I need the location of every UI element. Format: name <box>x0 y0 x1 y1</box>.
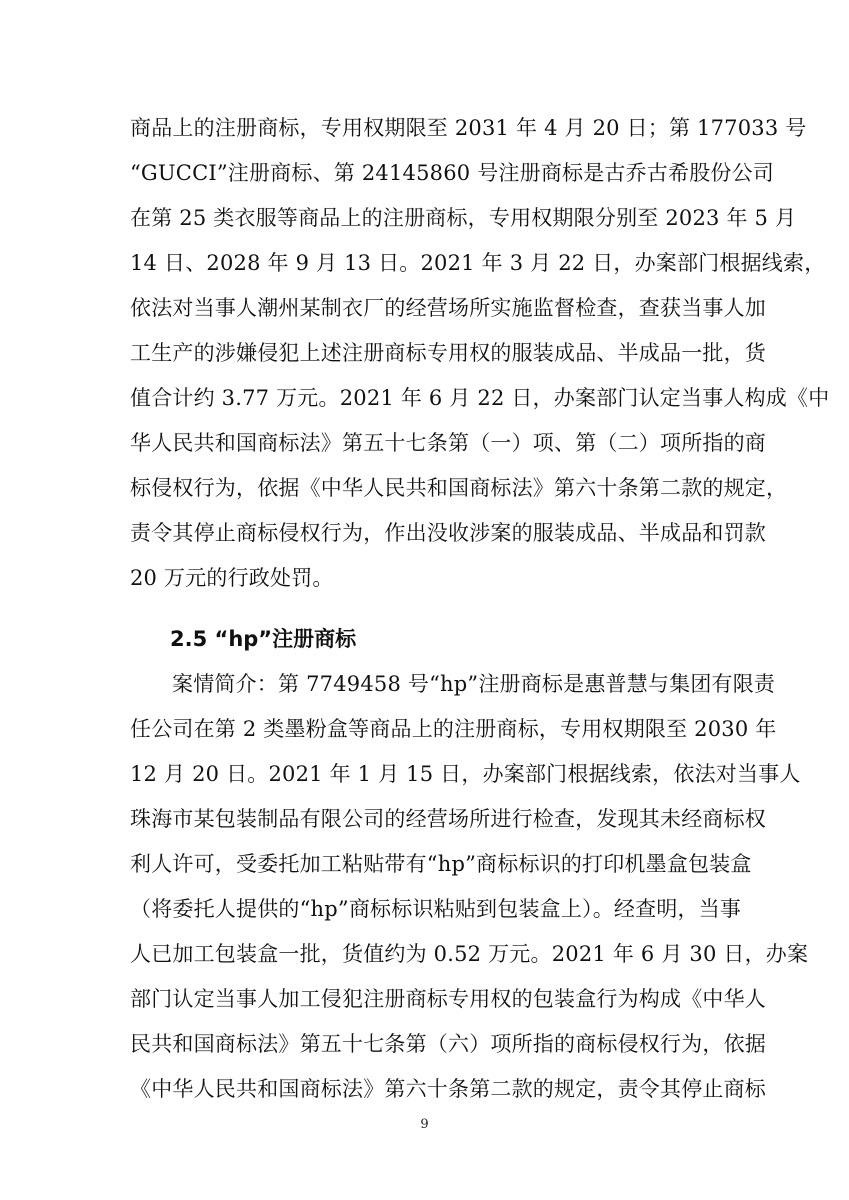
text-line: 20 万元的行政处罚。 <box>130 566 334 590</box>
paragraph-case-gucci <box>130 106 830 601</box>
text-line: 责令其停止商标侵权行为，作出没收涉案的服装成品、半成品和罚款 <box>130 521 766 545</box>
paragraph-case-hp <box>130 662 809 1112</box>
text-line: 14 日、2028 年 9 月 13 日。2021 年 3 月 22 日，办案部门根据线索， <box>130 251 826 275</box>
text-line: “GUCCI”注册商标、第 24145860 号注册商标是古乔古希股份公司 <box>130 161 775 185</box>
text-line: 案情简介：第 7749458 号“hp”注册商标是惠普慧与集团有限责 <box>172 672 776 696</box>
text-line: 12 月 20 日。2021 年 1 月 15 日，办案部门根据线索，依法对当事人 <box>130 762 801 786</box>
text-line: 值合计约 3.77 万元。2021 年 6 月 22 日，办案部门认定当事人构成《中 <box>130 386 830 410</box>
section-heading: 2.5 “hp”注册商标 <box>170 627 357 651</box>
text-line: 利人许可，受委托加工粘贴带有“hp”商标标识的打印机墨盒包装盒 <box>130 852 752 876</box>
text-line: 民共和国商标法》第五十七条第（六）项所指的商标侵权行为，依据 <box>130 1032 766 1056</box>
page-number: 9 <box>420 1117 429 1132</box>
text-line: 依法对当事人潮州某制衣厂的经营场所实施监督检查，查获当事人加 <box>130 296 766 320</box>
text-line: 华人民共和国商标法》第五十七条第（一）项、第（二）项所指的商 <box>130 431 766 455</box>
text-line: 标侵权行为，依据《中华人民共和国商标法》第六十条第二款的规定， <box>130 476 788 500</box>
text-line: 在第 25 类衣服等商品上的注册商标，专用权期限分别至 2023 年 5 月 <box>130 206 797 230</box>
text-line: 任公司在第 2 类墨粉盒等商品上的注册商标，专用权期限至 2030 年 <box>130 717 777 741</box>
text-line: 商品上的注册商标，专用权期限至 2031 年 4 月 20 日；第 177033 号 <box>130 116 807 140</box>
text-line: 珠海市某包装制品有限公司的经营场所进行检查，发现其未经商标权 <box>130 807 766 831</box>
text-line: 《中华人民共和国商标法》第六十条第二款的规定，责令其停止商标 <box>130 1077 766 1101</box>
text-line: 人已加工包装盒一批，货值约为 0.52 万元。2021 年 6 月 30 日，办案 <box>130 942 809 966</box>
text-line: 工生产的涉嫌侵犯上述注册商标专用权的服装成品、半成品一批，货 <box>130 341 766 365</box>
text-line: （将委托人提供的“hp”商标标识粘贴到包装盒上）。经查明，当事 <box>130 897 742 921</box>
text-line: 部门认定当事人加工侵犯注册商标专用权的包装盒行为构成《中华人 <box>130 987 766 1011</box>
